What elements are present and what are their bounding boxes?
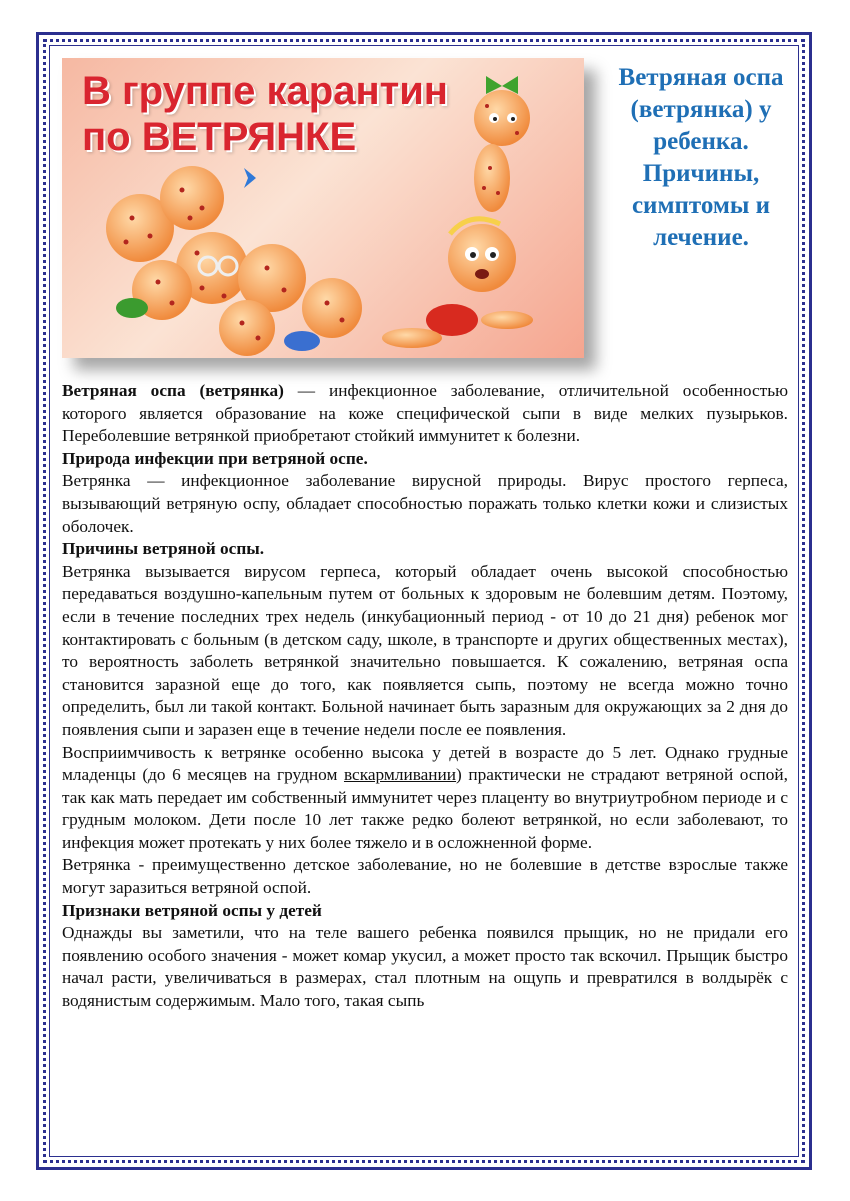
page-title: Ветряная оспа (ветрянка) у ребенка. Причины, симптомы и лечение. [618, 64, 784, 251]
intro-paragraph [62, 380, 788, 448]
quarantine-banner-image [62, 58, 584, 358]
section-text-causes-3: Ветрянка - преимущественно детское заболевание, но не болевшие в детстве взрослые также могут заразиться ветряной оспой. [62, 855, 788, 898]
section-heading-nature: Природа инфекции при ветряной оспе. [62, 448, 368, 468]
section-text-causes-1: Ветрянка вызывается вирусом герпеса, который обладает очень высокой способностью передаваться воздушно-капельным путем от больных к здоровым не болевшим детям. Поэтому, если в течение последних трех недель (инкубационный период - от 10 до 21 дня) ребенок мог контактировать с больным (в детском саду, школе, в транспорте и других общественных местах), то вероятность заболеть ветрянкой значительно повышается. К сожалению, ветряная оспа становится заразной еще до того, как появляется сыпь, поэтому не всегда можно точно определить, был ли такой контакт. Больной начинает быть заразным для окружающих за 2 дня до появления сыпи и заразен еще в течение недели после ее появления. [62, 561, 788, 739]
baby-with-bow-icon [474, 76, 530, 212]
section-text-causes-2 [62, 742, 788, 855]
section-text-nature: Ветрянка — инфекционное заболевание вирусной природы. Вирус простого герпеса, вызывающий ветряную оспу, обладает способностью поражать только клетки кожи и слизистых оболочек. [62, 471, 788, 536]
banner-title: В группе карантин по ВЕТРЯНКЕ [82, 69, 448, 159]
article-body [62, 380, 788, 1013]
section-heading-symptoms: Признаки ветряной оспы у детей [62, 900, 322, 920]
causes-2-before: Восприимчивость к ветрянке особенно высока у детей в возрасте до 5 лет. Однако грудные младенцы (до 6 месяцев на грудном [62, 742, 788, 785]
intro-term: Ветряная оспа (ветрянка) [62, 381, 284, 400]
breastfeeding-link[interactable]: вскармливании [343, 765, 457, 785]
causes-2-after: ) практически не страдают ветряной оспой, так как мать передает им собственный иммунитет через плаценту во внутриутробном периоде и с грудным молоком. Дети после 10 лет также редко болеют ветрянкой, но если заболевают, то инфекция может протекать у них более тяжело и в осложненной форме. [62, 765, 788, 852]
running-baby-icon [382, 219, 533, 348]
section-text-symptoms: Однажды вы заметили, что на теле вашего ребенка появился прыщик, но не придали его появлению особого значения - может комар укусил, а может просто так вскочил. Прыщик быстро начал расти, увеличиваться в размерах, стал плотным на ощупь и превратился в волдырёк с водянистым содержимым. Мало того, такая сыпь [62, 923, 788, 1011]
section-heading-causes: Причины ветряной оспы. [62, 539, 265, 559]
baby-group-icon [106, 166, 362, 356]
intro-text: — инфекционное заболевание, отличительной особенностью которого является образование на коже специфической сыпи в виде мелких пузырьков. Переболевшие ветрянкой приобретают стойкий иммунитет к болезни. [62, 381, 788, 446]
